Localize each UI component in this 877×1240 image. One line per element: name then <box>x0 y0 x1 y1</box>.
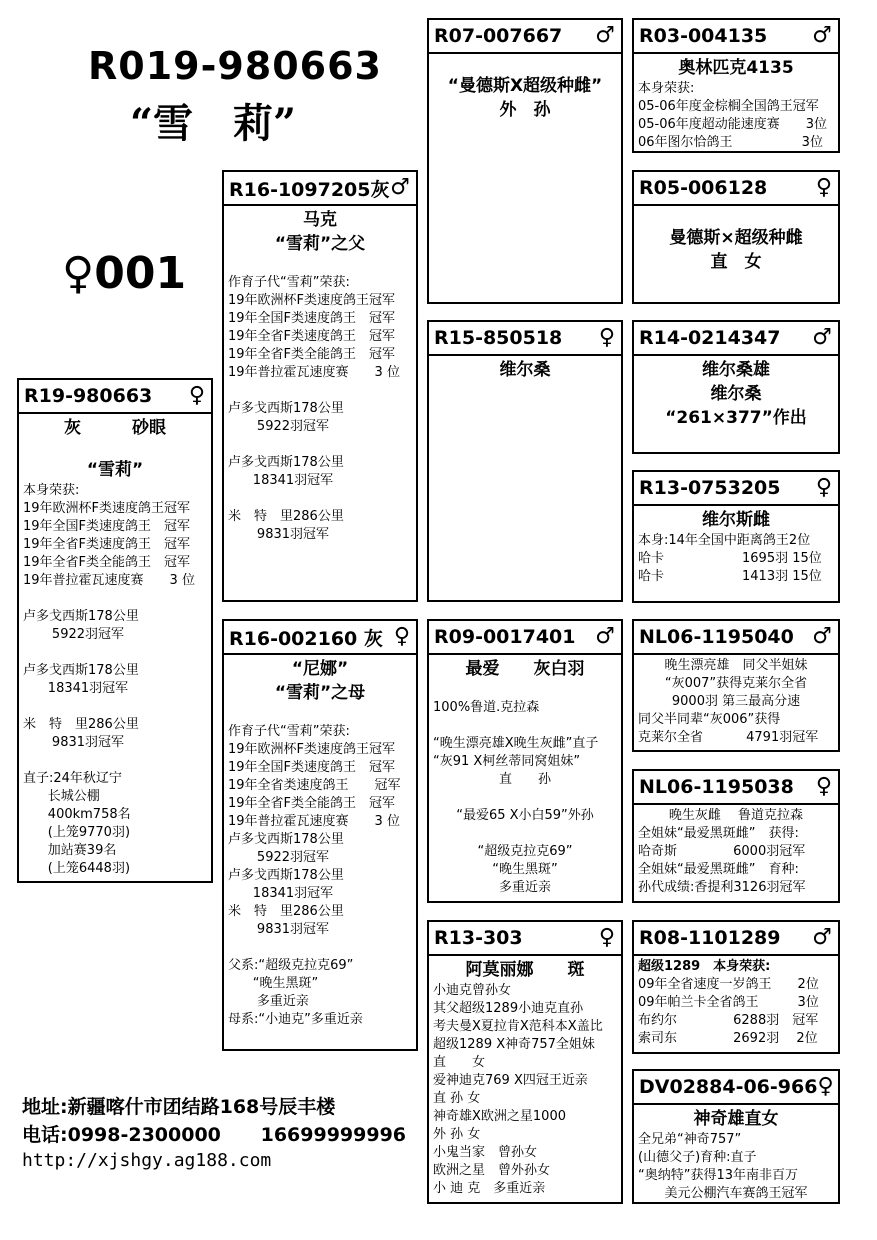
box-sdd <box>632 470 840 603</box>
box-header <box>429 621 621 655</box>
pedigree-line: 小 迪 克 多重近亲 <box>433 1181 546 1196</box>
pedigree-line: 曼德斯×超级种雌 <box>669 228 803 248</box>
ring-number: R13-0753205 <box>639 477 781 499</box>
pedigree-line <box>23 590 207 608</box>
box-dam <box>222 619 418 1051</box>
pedigree-line: “奥纳特”获得13年南非百万 <box>638 1168 799 1183</box>
box-sds <box>632 320 840 454</box>
website-link[interactable]: http://xjshgy.ag188.com <box>22 1150 272 1171</box>
female-symbol-icon: ♀ <box>598 325 615 350</box>
box-body <box>634 956 838 1050</box>
pedigree-line: 400km758名 <box>23 807 131 822</box>
box-header <box>429 20 621 54</box>
pedigree-line: 直 孙 <box>498 772 551 787</box>
pedigree-line: 19年普拉霍瓦速度赛 3 位 <box>23 573 195 588</box>
pedigree-line: 100%鲁道.克拉森 <box>433 700 540 715</box>
pedigree-line: 19年欧洲杯F类速度鸽王冠军 <box>23 501 191 516</box>
box-ssd <box>632 170 840 304</box>
pedigree-line: 超级1289 X神奇757全姐妹 <box>433 1037 595 1052</box>
pedigree-line: 小鬼当家 曾孙女 <box>433 1145 538 1160</box>
male-symbol-icon: ♂ <box>812 925 832 950</box>
pedigree-line <box>23 698 207 716</box>
pedigree-line: 19年欧洲杯F类速度鸽王冠军 <box>228 293 396 308</box>
box-header <box>429 322 621 356</box>
male-symbol-icon: ♂ <box>390 175 410 200</box>
female-symbol-icon: ♀ <box>815 475 832 500</box>
pedigree-line: 19年欧洲杯F类速度鸽王冠军 <box>228 742 396 757</box>
box-body <box>429 956 621 1200</box>
ring-number: R16-002160 灰 <box>229 627 383 650</box>
female-symbol-icon: ♀ <box>817 1074 834 1099</box>
pedigree-line: “超级克拉克69” <box>477 844 573 859</box>
box-body <box>634 54 838 154</box>
pedigree-line: 5922羽冠军 <box>228 850 330 865</box>
pedigree-line: 19年全国F类速度鸽王 冠军 <box>23 519 191 534</box>
male-symbol-icon: ♂ <box>812 624 832 649</box>
box-body <box>634 655 838 749</box>
box-header <box>19 380 211 414</box>
pedigree-line <box>23 644 207 662</box>
ring-number: R09-0017401 <box>434 626 576 648</box>
pedigree-line: 马克 <box>303 210 337 230</box>
box-body <box>634 805 838 899</box>
pedigree-line: 超级1289 本身荣获: <box>638 959 771 974</box>
pedigree-line: “雪莉” <box>86 460 144 480</box>
pedigree-line: “曼德斯X超级种雌” <box>447 76 603 96</box>
box-header <box>634 20 838 54</box>
pedigree-line: 外 孙 女 <box>433 1127 481 1142</box>
pedigree-line: 卢多戈西斯178公里 <box>228 401 344 416</box>
pedigree-line: 9831羽冠军 <box>23 735 125 750</box>
box-body <box>429 356 621 384</box>
pedigree-line: 晚生灰雌 鲁道克拉森 <box>668 808 804 823</box>
pedigree-line: 直子:24年秋辽宁 <box>23 771 122 786</box>
box-dds <box>632 920 840 1054</box>
box-body <box>429 655 621 899</box>
pedigree-line: 米 特 里286公里 <box>23 717 139 732</box>
pedigree-line <box>433 717 617 735</box>
ring-number: NL06-1195038 <box>639 776 794 798</box>
pedigree-line <box>228 382 412 400</box>
pedigree-line: “尼娜” <box>291 659 349 679</box>
pedigree-line: 18341羽冠军 <box>228 886 334 901</box>
pedigree-line: “灰91 X柯丝蒂同窝姐妹” <box>433 754 581 769</box>
pedigree-line: 米 特 里286公里 <box>228 509 344 524</box>
female-symbol-icon: ♀ <box>393 624 410 649</box>
pedigree-line: 母系:“小迪克”多重近亲 <box>228 1012 363 1027</box>
pedigree-line: 18341羽冠军 <box>228 473 334 488</box>
box-body <box>634 356 838 432</box>
pedigree-line: 19年全省F类全能鸽王 冠军 <box>23 555 191 570</box>
pedigree-line: 小迪克曾孙女 <box>433 983 512 998</box>
pedigree-line: 卢多戈西斯178公里 <box>228 832 344 847</box>
box-header <box>634 621 838 655</box>
male-symbol-icon: ♂ <box>812 325 832 350</box>
box-header <box>634 922 838 956</box>
pedigree-line: 全姐妹“最爱黑斑雌” 获得: <box>638 826 799 841</box>
pedigree-line: 灰 砂眼 <box>64 418 166 438</box>
pedigree-line: 其父超级1289小迪克直孙 <box>433 1001 584 1016</box>
pedigree-line: “雪莉”之母 <box>274 683 366 703</box>
box-body <box>224 655 416 1031</box>
pedigree-line: 直 女 <box>433 1055 486 1070</box>
pedigree-line: 作育子代“雪莉”荣获: <box>228 724 350 739</box>
pedigree-line: 本身荣获: <box>23 483 80 498</box>
pedigree-line: 外 孙 <box>499 100 551 120</box>
ring-number: R14-0214347 <box>639 327 781 349</box>
male-symbol-icon: ♂ <box>812 23 832 48</box>
pedigree-line: 卢多戈西斯178公里 <box>23 609 139 624</box>
pedigree-line: 09年帕兰卡全省鸽王 3位 <box>638 995 819 1010</box>
pedigree-line: 05-06年度超动能速度赛 3位 <box>638 117 828 132</box>
pedigree-line: 作育子代“雪莉”荣获: <box>228 275 350 290</box>
pedigree-line: 索司东 2692羽 2位 <box>638 1031 818 1046</box>
pedigree-line: 考夫曼X夏拉肯X范科本X盖比 <box>433 1019 603 1034</box>
box-header <box>634 472 838 506</box>
pedigree-line: 多重近亲 <box>228 994 309 1009</box>
pedigree-line: 9831羽冠军 <box>228 922 330 937</box>
box-body <box>634 206 838 276</box>
box-body <box>19 414 211 880</box>
pedigree-line: (上笼6448羽) <box>23 861 131 876</box>
pedigree-line <box>433 681 617 699</box>
pedigree-line: “晚生黑斑” <box>492 862 558 877</box>
box-main <box>17 378 213 883</box>
pedigree-line <box>433 789 617 807</box>
pedigree-line: 19年全省F类全能鸽王 冠军 <box>228 796 396 811</box>
male-symbol-icon: ♂ <box>595 624 615 649</box>
pedigree-line: 神奇雄X欧洲之星1000 <box>433 1109 566 1124</box>
pedigree-line: “雪莉”之父 <box>274 234 366 254</box>
ring-number: R03-004135 <box>639 25 768 47</box>
pedigree-line: 父系:“超级克拉克69” <box>228 958 354 973</box>
pedigree-line: 直 女 <box>710 252 762 272</box>
pedigree-line: 卢多戈西斯178公里 <box>23 663 139 678</box>
box-body <box>429 54 621 124</box>
pedigree-line: 加站赛39名 <box>23 843 117 858</box>
box-dsd <box>632 769 840 903</box>
box-header <box>634 1071 838 1105</box>
pedigree-line: 全姐妹“最爱黑斑雌” 育种: <box>638 862 799 877</box>
pedigree-line: 5922羽冠军 <box>23 627 125 642</box>
pedigree-line: 长城公棚 <box>23 789 100 804</box>
pedigree-line: 05-06年度金棕榈全国鸽王冠军 <box>638 99 819 114</box>
box-header <box>634 172 838 206</box>
pedigree-line: 同父半同辈“灰006”获得 <box>638 712 781 727</box>
pedigree-line <box>228 705 412 723</box>
pedigree-line: 哈奇斯 6000羽冠军 <box>638 844 806 859</box>
female-symbol-icon: ♀ <box>815 175 832 200</box>
pedigree-line: 维尔桑 <box>499 360 551 380</box>
female-symbol-icon: ♀ <box>188 383 205 408</box>
pedigree-line: 布约尔 6288羽 冠军 <box>638 1013 819 1028</box>
box-dam-dam <box>427 920 623 1204</box>
pedigree-line: 卢多戈西斯178公里 <box>228 455 344 470</box>
pedigree-line: 19年全国F类速度鸽王 冠军 <box>228 311 396 326</box>
ring-number: R13-303 <box>434 927 523 949</box>
pedigree-line: “晚生黑斑” <box>228 976 319 991</box>
box-ddd <box>632 1069 840 1204</box>
box-header <box>634 322 838 356</box>
box-header <box>634 771 838 805</box>
box-dam-sire <box>427 619 623 903</box>
pedigree-line: 19年全省类速度鸽王 冠军 <box>228 778 401 793</box>
pedigree-line: 哈卡 1695羽 15位 <box>638 551 822 566</box>
ring-number: R19-980663 <box>24 385 153 407</box>
pedigree-line: 9831羽冠军 <box>228 527 330 542</box>
pedigree-line: 阿莫丽娜 斑 <box>465 960 585 980</box>
male-symbol-icon: ♂ <box>595 23 615 48</box>
pedigree-line: “最爱65 X小白59”外孙 <box>456 808 594 823</box>
pedigree-line: 09年全省速度一岁鸽王 2位 <box>638 977 819 992</box>
pedigree-line: 5922羽冠军 <box>228 419 330 434</box>
ring-number: R08-1101289 <box>639 927 781 949</box>
ring-number: R16-1097205灰 <box>229 178 390 201</box>
ring-number: NL06-1195040 <box>639 626 794 648</box>
pedigree-line <box>23 440 207 458</box>
pedigree-line: 米 特 里286公里 <box>228 904 344 919</box>
pedigree-line: 维尔桑 <box>710 384 762 404</box>
pedigree-line <box>228 436 412 454</box>
box-sss <box>632 18 840 153</box>
ring-number: R05-006128 <box>639 177 768 199</box>
box-body <box>634 1105 838 1205</box>
pedigree-line: 19年普拉霍瓦速度赛 3 位 <box>228 365 400 380</box>
pedigree-line: “晚生漂亮雄X晚生灰雌”直子 <box>433 736 599 751</box>
ring-number: DV02884-06-966 <box>639 1076 818 1098</box>
pedigree-line <box>23 752 207 770</box>
pedigree-line: 本身:14年全国中距离鸽王2位 <box>638 533 811 548</box>
box-sire <box>222 170 418 602</box>
female-symbol-icon: ♀ <box>815 774 832 799</box>
pedigree-line: “灰007”获得克莱尔全省 <box>664 676 808 691</box>
pedigree-line: 维尔斯雌 <box>702 510 770 530</box>
pedigree-line <box>228 490 412 508</box>
pigeon-code: ♀001 <box>62 248 187 299</box>
pedigree-line: 孙代成绩:香提利3126羽冠军 <box>638 880 806 895</box>
pedigree-line: 晚生漂亮雄 同父半姐妹 <box>664 658 808 673</box>
pedigree-line <box>228 939 412 957</box>
pedigree-line: 本身荣获: <box>638 81 695 96</box>
box-body <box>634 506 838 588</box>
pedigree-line: 19年全省F类速度鸽王 冠军 <box>23 537 191 552</box>
pedigree-line: 9000羽 第三最高分速 <box>671 694 801 709</box>
pedigree-line: (上笼9770羽) <box>23 825 131 840</box>
box-sire-dam <box>427 320 623 602</box>
pedigree-line: “261×377”作出 <box>665 408 807 428</box>
female-symbol-icon: ♀ <box>598 925 615 950</box>
pedigree-line: 欧洲之星 曾外孙女 <box>433 1163 551 1178</box>
ring-number: R07-007667 <box>434 25 563 47</box>
box-header <box>224 621 416 655</box>
pedigree-line: 19年普拉霍瓦速度赛 3 位 <box>228 814 400 829</box>
pedigree-line: 18341羽冠军 <box>23 681 129 696</box>
box-body <box>224 206 416 546</box>
pedigree-line: 全兄弟“神奇757” <box>638 1132 742 1147</box>
pedigree-line <box>433 825 617 843</box>
pigeon-ring-number: R019-980663 <box>88 44 382 88</box>
box-sire-sire <box>427 18 623 304</box>
pedigree-line: 06年图尔恰鸽王 3位 <box>638 135 823 150</box>
pedigree-line: 19年全国F类速度鸽王 冠军 <box>228 760 396 775</box>
ring-number: R15-850518 <box>434 327 563 349</box>
box-dss <box>632 619 840 752</box>
pigeon-name-title: “雪 莉” <box>130 100 297 147</box>
pedigree-line <box>228 256 412 274</box>
pedigree-line: 19年全省F类速度鸽王 冠军 <box>228 329 396 344</box>
pedigree-line: 美元公棚汽车赛鸽王冠军 <box>664 1186 808 1201</box>
pedigree-line: 奥林匹克4135 <box>678 58 794 78</box>
pedigree-line: 维尔桑雄 <box>702 360 770 380</box>
box-header <box>429 922 621 956</box>
pedigree-line: 神奇雄直女 <box>693 1109 779 1129</box>
pedigree-line: 直 孙 女 <box>433 1091 481 1106</box>
pedigree-line: 19年全省F类全能鸽王 冠军 <box>228 347 396 362</box>
address-text: 地址:新疆喀什市团结路168号辰丰楼 <box>22 1096 336 1118</box>
pedigree-line <box>638 208 834 226</box>
phone-text: 电话:0998-2300000 16699999996 <box>22 1124 407 1146</box>
pedigree-line <box>433 56 617 74</box>
pedigree-line: 爱神迪克769 X四冠王近亲 <box>433 1073 588 1088</box>
pedigree-line: 克莱尔全省 4791羽冠军 <box>638 730 819 745</box>
pedigree-line: 卢多戈西斯178公里 <box>228 868 344 883</box>
box-header <box>224 172 416 206</box>
pedigree-line: 哈卡 1413羽 15位 <box>638 569 822 584</box>
pedigree-line: 多重近亲 <box>498 880 551 895</box>
pedigree-line: (山德父子)育种:直子 <box>638 1150 757 1165</box>
pedigree-line: 最爱 灰白羽 <box>465 659 585 679</box>
